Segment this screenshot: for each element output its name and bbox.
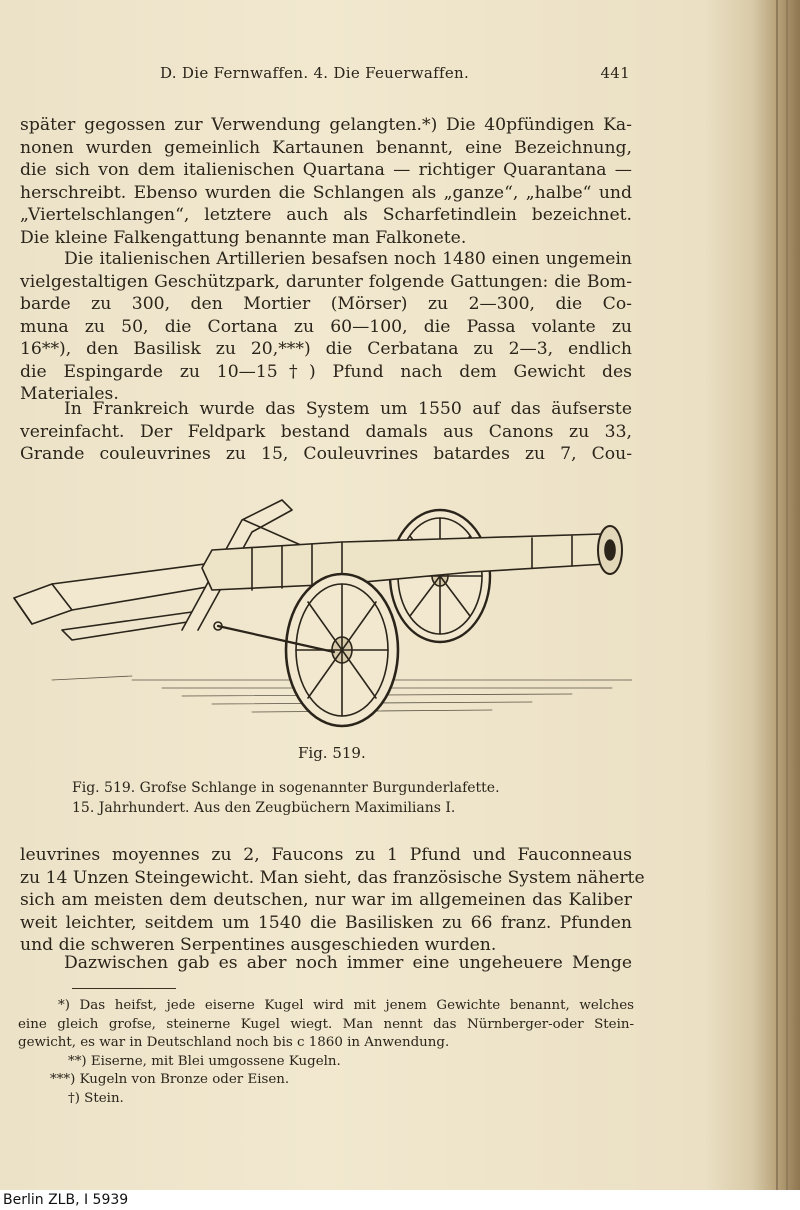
footnote-line: **) Eiserne, mit Blei umgossene Kugeln. — [68, 1053, 341, 1069]
footnote-line: †) Stein. — [68, 1090, 124, 1106]
text-line: Grande couleuvrines zu 15, Couleuvrines batardes zu 7, Cou- — [20, 444, 632, 464]
text-line: vielgestaltigen Geschützpark, darunter folgende Gattungen: die Bom- — [20, 271, 632, 292]
footnote-rule — [72, 988, 176, 989]
text-line: weit leichter, seitdem um 1540 die Basilisken zu 66 franz. Pfunden — [20, 912, 632, 933]
text-line: nonen wurden gemeinlich Kartaunen benannt, eine Bezeichnung, — [20, 137, 632, 158]
text-line: 16**), den Basilisk zu 20,***) die Cerbatana zu 2—3, endlich — [20, 339, 632, 359]
text-line: Die italienischen Artillerien besafsen noch 1480 einen ungemein — [64, 249, 632, 269]
text-line: zu 14 Unzen Steingewicht. Man sieht, das französische System näherte — [20, 867, 645, 888]
text-line: Materiales. — [20, 384, 119, 404]
caption-line: Fig. 519. Grofse Schlange in sogenannter Burgunderlafette. — [72, 780, 500, 796]
caption-line: 15. Jahrhundert. Aus den Zeugbüchern Maximilians I. — [72, 800, 456, 816]
text-line: die sich von dem italienischen Quartana — richtiger Quarantana — — [20, 160, 632, 180]
paragraph — [20, 114, 632, 249]
text-line: die Espingarde zu 10—15†) Pfund nach dem Gewicht des — [20, 361, 632, 382]
footnote-line: ***) Kugeln von Bronze oder Eisen. — [50, 1072, 290, 1087]
running-head-title: D. Die Fernwaffen. 4. Die Feuerwaffen. — [160, 64, 470, 82]
running-head — [160, 64, 630, 88]
page-edge-line — [776, 0, 778, 1190]
text-line: sich am meisten dem deutschen, nur war im allgemeinen das Kaliber — [20, 890, 632, 910]
text-line: und die schweren Serpentines ausgeschieden wurden. — [20, 935, 497, 955]
text-line: vereinfacht. Der Feldpark bestand damals aus Canons zu 33, — [20, 421, 632, 442]
cannon-illustration — [12, 480, 632, 740]
text-line: „Viertelschlangen“, letztere auch als Scharfetindlein bezeichnet. — [20, 205, 632, 225]
text-line: muna zu 50, die Cortana zu 60—100, die Passa volante zu — [20, 316, 632, 337]
text-line: barde zu 300, den Mortier (Mörser) zu 2—300, die Co- — [20, 294, 632, 314]
library-footer — [0, 1190, 800, 1210]
text-line: In Frankreich wurde das System um 1550 auf das äufserste — [64, 399, 632, 419]
figure-label: Fig. 519. — [298, 744, 366, 762]
page-edge-line — [786, 0, 788, 1190]
text-line: herschreibt. Ebenso wurden die Schlangen als „ganze“, „halbe“ und — [20, 182, 632, 203]
figure-caption — [72, 778, 612, 818]
footnotes — [18, 997, 634, 1108]
library-signature: Berlin ZLB, I 5939 — [3, 1192, 129, 1208]
footnote-line: eine gleich grofse, steinerne Kugel wiegt. Man nennt das Nürnberger-oder Stein- — [18, 1016, 634, 1032]
paragraph — [20, 952, 632, 975]
paragraph — [20, 248, 632, 406]
text-line: Die kleine Falkengattung benannte man Falkonete. — [20, 227, 467, 248]
text-line: leuvrines moyennes zu 2, Faucons zu 1 Pfund und Fauconneaus — [20, 845, 632, 865]
footnote-line: gewicht, es war in Deutschland noch bis c 1860 in Anwendung. — [18, 1035, 450, 1050]
text-line: später gegossen zur Verwendung gelangten.*) Die 40pfündigen Ka- — [20, 115, 632, 135]
paragraph — [20, 398, 632, 466]
footnote-line: *) Das heifst, jede eiserne Kugel wird mit jenem Gewichte benannt, welches — [58, 998, 634, 1013]
page-number: 441 — [600, 64, 630, 82]
paragraph — [20, 844, 645, 957]
text-line: Dazwischen gab es aber noch immer eine ungeheuere Menge — [64, 953, 632, 973]
